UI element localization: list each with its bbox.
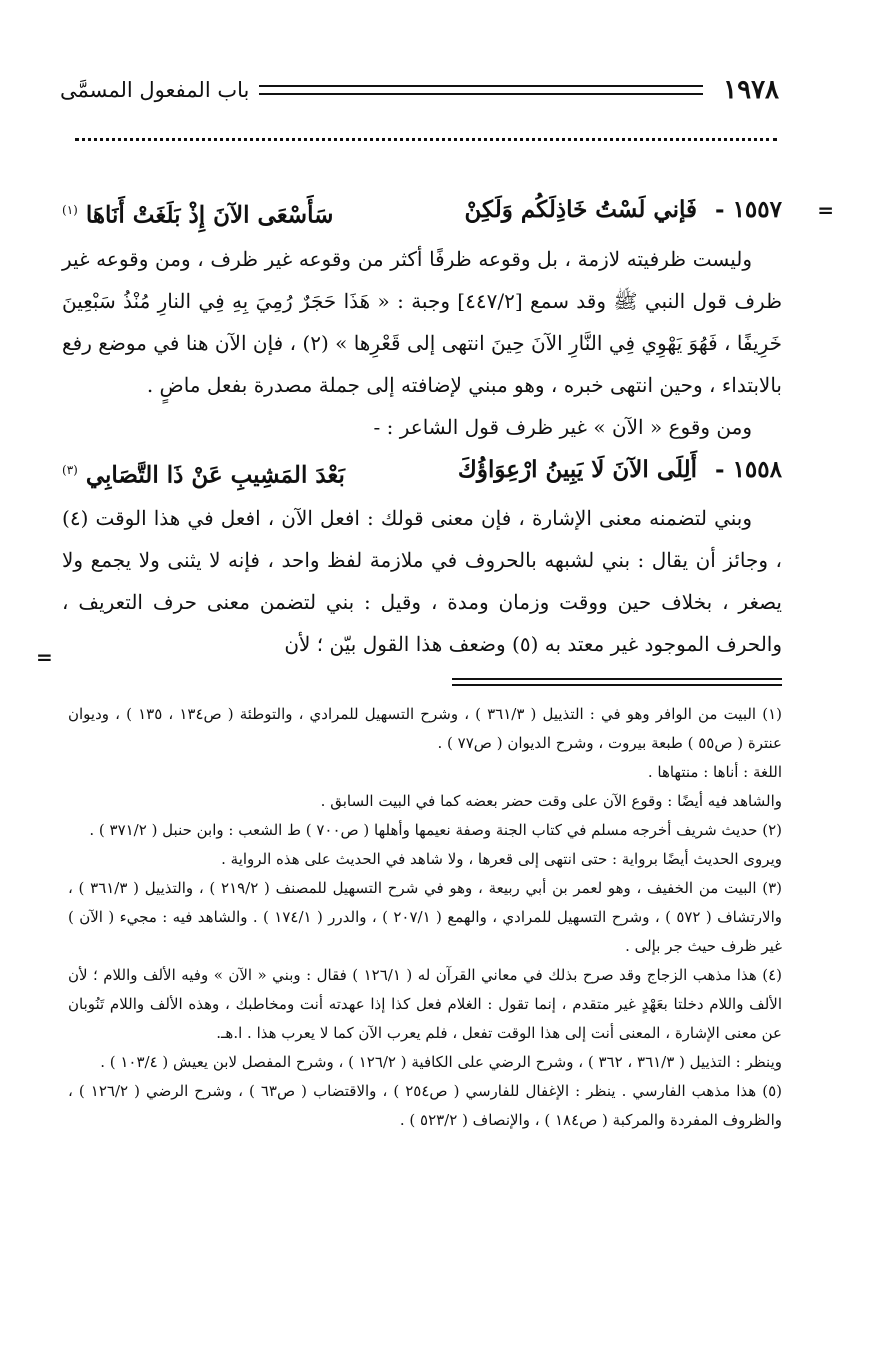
main-text: [62, 188, 782, 665]
verse-number: ١٥٥٨ -: [715, 455, 782, 483]
footnote: والشاهد فيه أيضًا : وقوع الآن على وقت حضر بعضه كما في البيت السابق .: [320, 792, 782, 810]
continuation-mark: =: [36, 645, 53, 669]
verse-second-half: سَأَسْعَى الآنَ إِذْ بَلَغَتْ أَنَاهَا: [85, 201, 334, 229]
footnote: (٣) البيت من الخفيف ، وهو لعمر بن أبي ربيعة ، وهو في شرح التسهيل للمصنف ( ٢١٩/٢ ) ، والتذييل ( ٣٦١/٣ ) ، والارتشاف ( ٥٧٢ ) ، وشرح التسهيل للمرادي ، والهمع ( ٢٠٧/١ ) ، والدرر ( ١٧٤/١ ) . والشاهد فيه : مجيء ( الآن ) غير ظرف حيث جر بإلى .: [68, 879, 783, 955]
footnote-ref: (٣): [62, 462, 78, 477]
verse-first-half: أَلِلَى الآنَ لَا يَبِينُ ارْعِوَاؤُكَ: [457, 455, 697, 483]
footnote: اللغة : أناها : منتهاها .: [647, 763, 782, 781]
footnote-ref: (١): [62, 203, 78, 217]
verse-1557: [62, 188, 782, 238]
dotted-separator: [75, 138, 777, 141]
footnotes: [68, 700, 782, 1135]
header-rule: [259, 85, 703, 95]
paragraph: ومن وقوع « الآن » غير ظرف قول الشاعر : -: [373, 414, 752, 439]
continuation-mark: =: [817, 198, 834, 222]
page-header: [60, 70, 779, 110]
chapter-title: باب المفعول المسمَّى: [60, 78, 250, 102]
footnote: وينظر : التذييل ( ٣٦١/٣ ، ٣٦٢ ) ، وشرح الرضي على الكافية ( ١٢٦/٢ ) ، وشرح المفصل لابن يعيش ( ١٠٣/٤ ) .: [100, 1053, 782, 1071]
page-number: ١٩٧٨: [723, 75, 779, 105]
footnote: (١) البيت من الوافر وهو في : التذييل ( ٣٦١/٣ ) ، وشرح التسهيل للمرادي ، والتوطئة ( ص١٣٤ ، ١٣٥ ) ، وديوان عنترة ( ص٥٥ ) طبعة بيروت ، وشرح الديوان ( ص٧٧ ) .: [68, 705, 782, 752]
footnote: (٥) هذا مذهب الفارسي . ينظر : الإغفال للفارسي ( ص٢٥٤ ) ، والاقتضاب ( ص٦٣ ) ، وشرح الرضي ( ١٢٦/٢ ) ، والظروف المفردة والمركبة ( ص١٨٤ ) ، والإنصاف ( ٥٢٣/٢ ) .: [68, 1082, 782, 1129]
verse-second-half: بَعْدَ المَشِيبِ عَنْ ذَا التَّصَابِي: [85, 461, 345, 489]
footnote: ويروى الحديث أيضًا برواية : حتى انتهى إلى قعرها ، ولا شاهد في الحديث على هذه الرواية .: [221, 850, 782, 868]
verse-1558: [62, 448, 782, 498]
paragraph: وبني لتضمنه معنى الإشارة ، فإن معنى قولك : افعل الآن ، افعل في هذا الوقت (٤) ، وجائز أن يقال : بني لشبهه بالحروف في ملازمة لفظ واحد ، فإنه لا يثنى ولا يجمع ولا يصغر ، بخلاف حين ووقت وزمان ومدة ، وقيل : بني لتضمن معنى حرف التعريف ، والحرف الموجود غير معتد به (٥) وضعف هذا القول بيّن ؛ لأن: [62, 506, 782, 657]
verse-number: ١٥٥٧ -: [715, 196, 782, 223]
footnote: (٢) حديث شريف أخرجه مسلم في كتاب الجنة وصفة نعيمها وأهلها ( ص٧٠٠ ) ط الشعب : وابن حنبل ( ٣٧١/٢ ) .: [89, 821, 782, 839]
paragraph: وليست ظرفيته لازمة ، بل وقوعه ظرفًا أكثر من وقوعه غير ظرف ، ومن وقوعه غير ظرف قول النبي ﷺ وقد سمع [٤٤٧/٢] وجبة : « هَذَا حَجَرٌ رُمِيَ بِهِ فِي النارِ مُنْذُ سَبْعِينَ خَرِيفًا ، فَهُوَ يَهْوِي فِي النَّارِ الآنَ حِينَ انتهى إلى قَعْرِها » (٢) ، فإن الآن هنا في موضع رفع بالابتداء ، وحين انتهى خبره ، وهو مبني لإضافته إلى جملة مصدرة بفعل ماضٍ .: [62, 246, 783, 397]
footnote-rule: [452, 678, 782, 686]
verse-first-half: فَإني لَسْتُ خَاذِلَكُم وَلَكِنْ: [464, 196, 697, 223]
footnote: (٤) هذا مذهب الزجاج وقد صرح بذلك في معاني القرآن له ( ١٢٦/١ ) فقال : وبني « الآن » وفيه الألف واللام ؛ لأن الألف واللام دخلتا بعَهْدٍ غير متقدم ، إنما تقول : الغلام فعل كذا إذا عهدته أنت ومخاطبك ، وهذه الألف واللام تَنُوبان عن معنى الإشارة ، المعنى أنت إلى هذا الوقت تفعل ، فلم يعرب الآن كما لا يعرب هذا . ا.هـ.: [68, 966, 782, 1042]
